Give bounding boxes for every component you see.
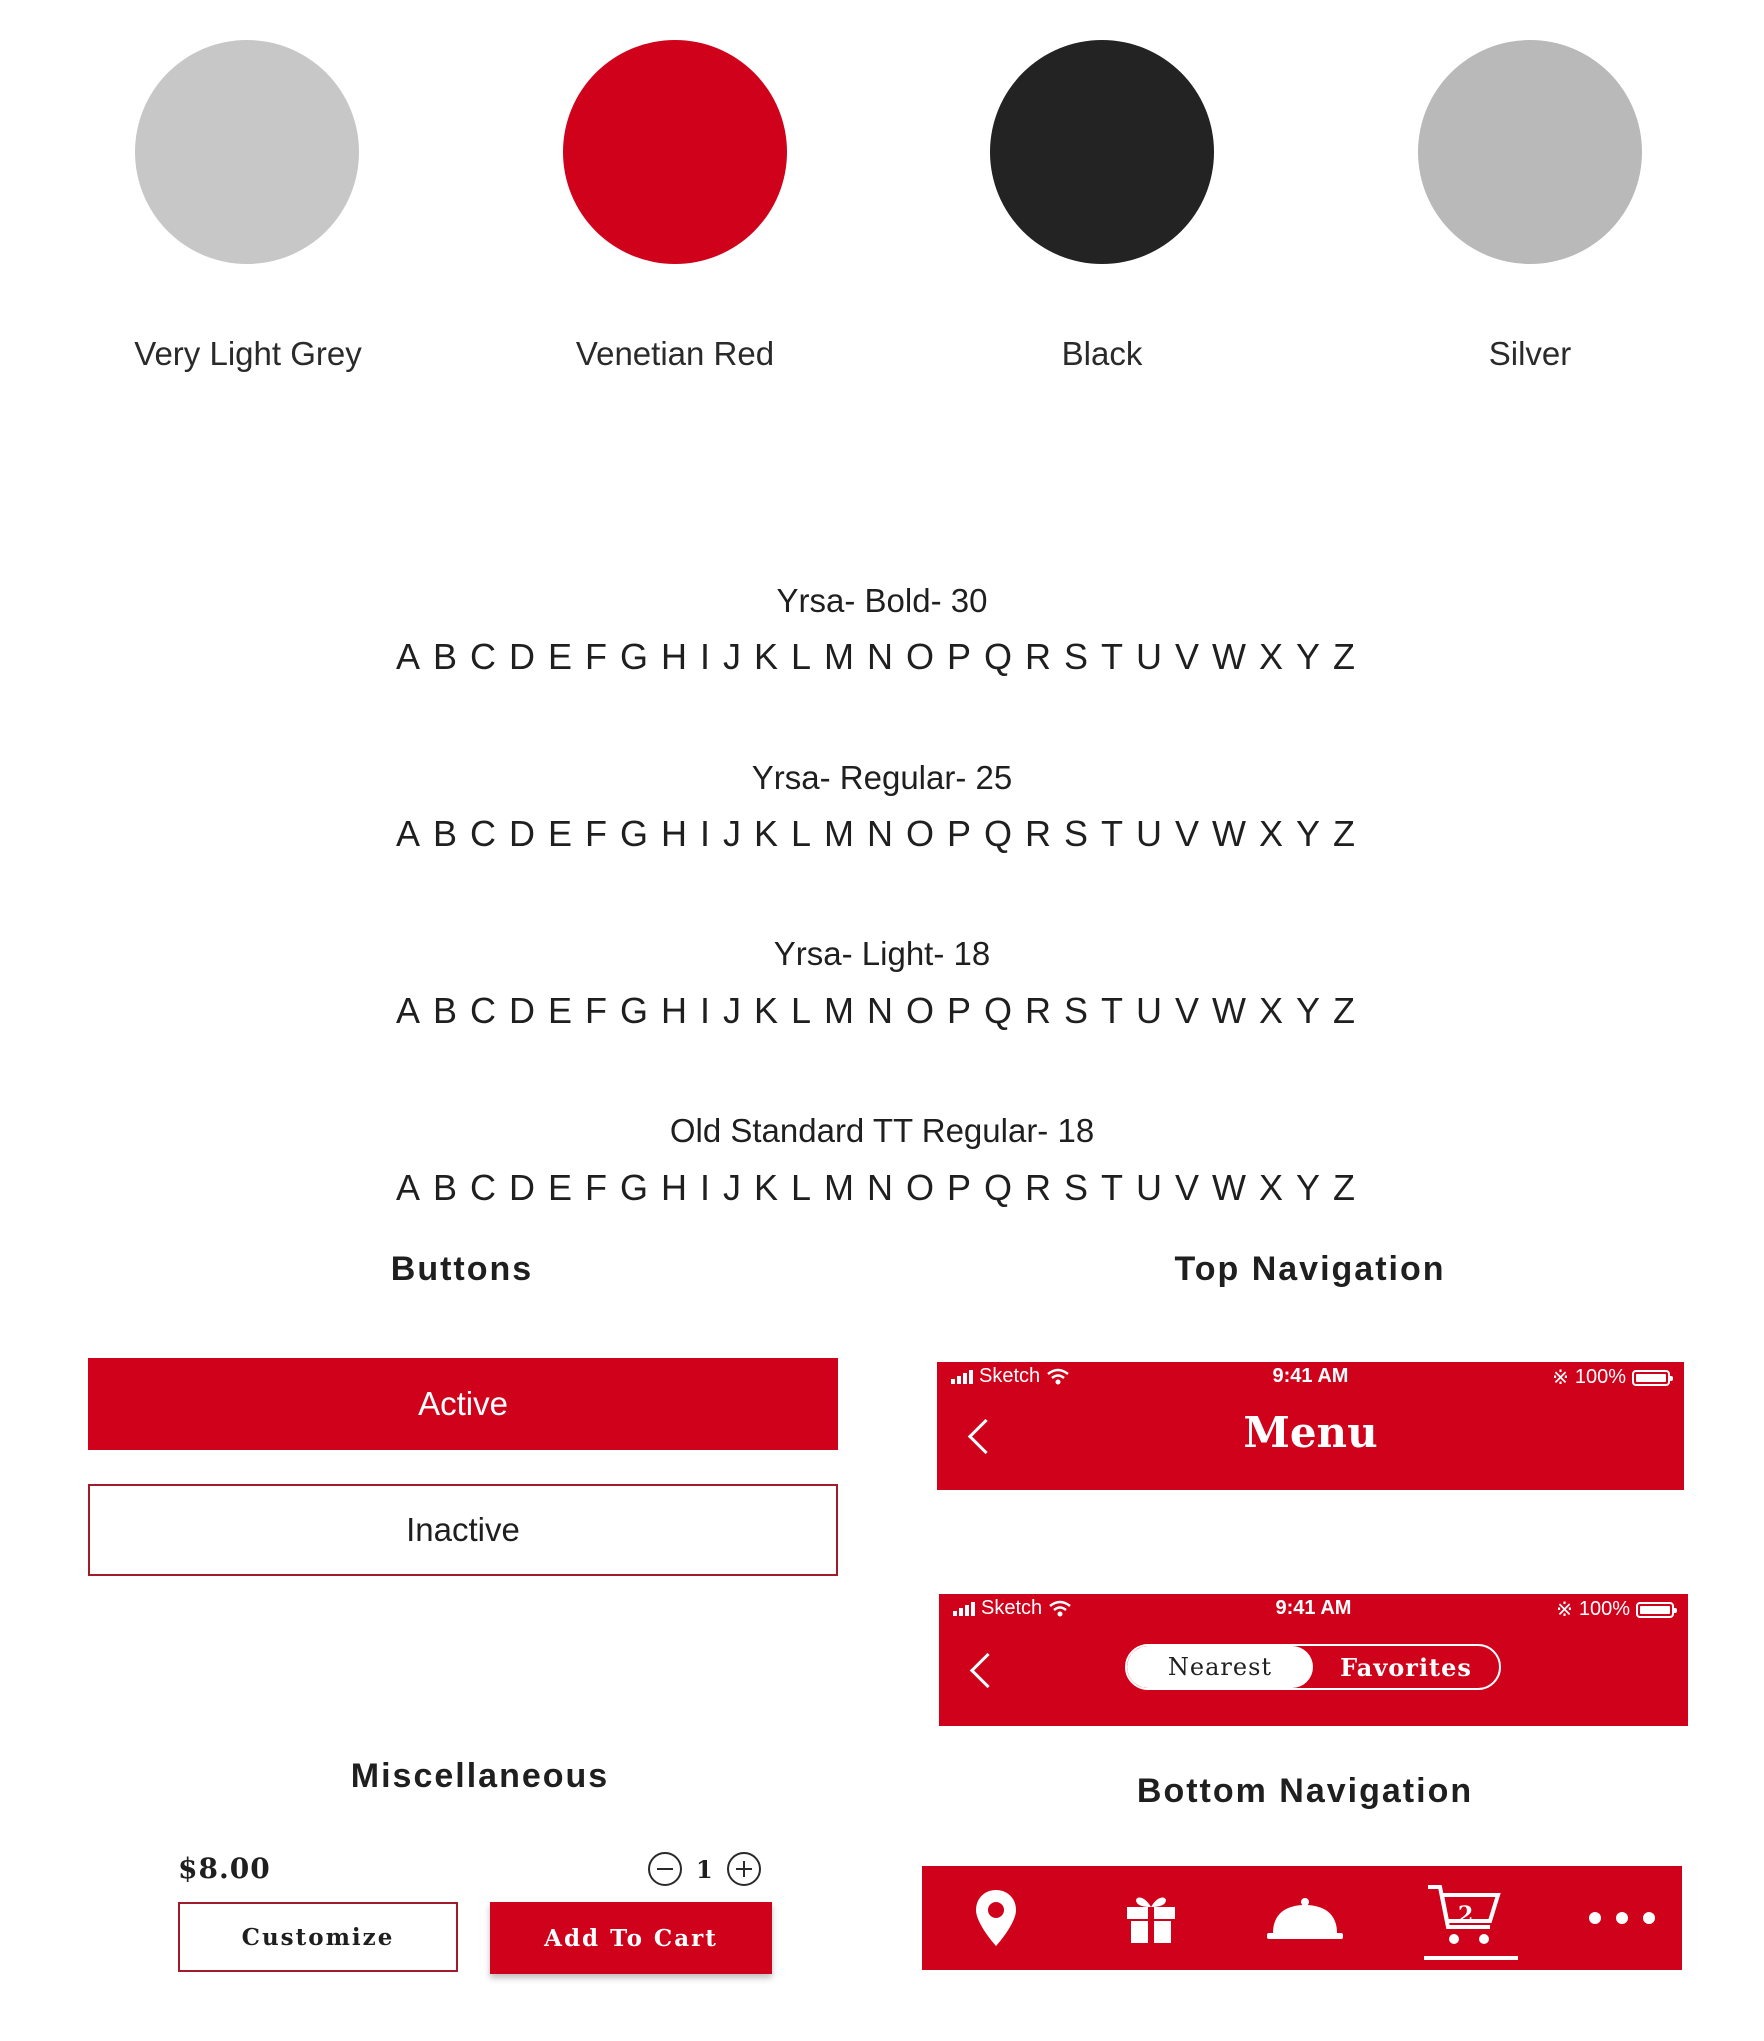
segment-favorites[interactable]: Favorites	[1340, 1652, 1472, 1682]
swatch-silver	[1418, 40, 1642, 264]
cart-count-badge: 2	[1458, 1902, 1474, 1928]
alphabet-sample: ABCDEFGHIJKLMNOPQRSTUVWXYZ	[395, 813, 1369, 854]
status-bar	[939, 1594, 1688, 1628]
swatch-black	[990, 40, 1214, 264]
cloche-icon[interactable]	[1245, 1866, 1365, 1970]
battery-icon	[1632, 1370, 1670, 1386]
bluetooth-icon: ※	[1552, 1367, 1569, 1389]
swatch-label-very-light-grey: Very Light Grey	[134, 335, 362, 372]
carrier-name: Sketch	[981, 1597, 1043, 1619]
top-nav-menu	[937, 1362, 1684, 1490]
customize-button[interactable]: Customize	[178, 1902, 458, 1972]
status-time: 9:41 AM	[1275, 1597, 1352, 1619]
active-indicator	[1424, 1956, 1518, 1960]
font-name-yrsa-light: Yrsa- Light- 18	[773, 935, 991, 972]
back-chevron-icon[interactable]	[970, 1653, 1005, 1688]
battery-icon	[1636, 1602, 1674, 1618]
alphabet-sample: ABCDEFGHIJKLMNOPQRSTUVWXYZ	[395, 636, 1369, 677]
swatch-label-black: Black	[1061, 335, 1143, 372]
minus-icon[interactable]	[648, 1852, 682, 1886]
font-name-yrsa-bold: Yrsa- Bold- 30	[776, 582, 988, 619]
carrier-name: Sketch	[979, 1365, 1041, 1387]
section-title-buttons: Buttons	[390, 1250, 534, 1288]
add-to-cart-button[interactable]: Add To Cart	[490, 1902, 772, 1974]
status-time: 9:41 AM	[1272, 1365, 1349, 1387]
section-title-bottom-navigation: Bottom Navigation	[1136, 1772, 1474, 1810]
battery-percent: 100%	[1578, 1598, 1630, 1620]
cart-icon[interactable]	[1406, 1866, 1526, 1970]
plus-icon[interactable]	[727, 1852, 761, 1886]
active-button[interactable]: Active	[88, 1358, 838, 1450]
quantity-stepper	[648, 1852, 761, 1886]
font-name-yrsa-regular: Yrsa- Regular- 25	[751, 759, 1013, 796]
quantity-value: 1	[696, 1854, 713, 1884]
alphabet-sample: ABCDEFGHIJKLMNOPQRSTUVWXYZ	[395, 1167, 1369, 1208]
bluetooth-icon: ※	[1556, 1599, 1573, 1621]
status-bar	[937, 1362, 1684, 1396]
section-title-miscellaneous: Miscellaneous	[350, 1757, 610, 1795]
segment-nearest[interactable]: Nearest	[1127, 1646, 1313, 1688]
gift-icon[interactable]	[1091, 1866, 1211, 1970]
battery-percent: 100%	[1574, 1366, 1626, 1388]
location-icon[interactable]	[936, 1866, 1056, 1970]
swatch-very-light-grey	[135, 40, 359, 264]
swatch-label-venetian-red: Venetian Red	[575, 335, 775, 372]
price: $8.00	[178, 1852, 271, 1885]
section-title-top-navigation: Top Navigation	[1174, 1250, 1446, 1288]
swatch-venetian-red	[563, 40, 787, 264]
font-name-old-standard: Old Standard TT Regular- 18	[669, 1112, 1095, 1149]
battery-status	[1556, 1597, 1674, 1622]
more-icon[interactable]	[1562, 1866, 1682, 1970]
inactive-button[interactable]: Inactive	[88, 1484, 838, 1576]
nav-title: Menu	[1243, 1408, 1378, 1457]
battery-status	[1552, 1365, 1670, 1390]
top-nav-segmented	[939, 1594, 1688, 1726]
bottom-navigation	[922, 1866, 1682, 1970]
alphabet-sample: ABCDEFGHIJKLMNOPQRSTUVWXYZ	[395, 990, 1369, 1031]
swatch-label-silver: Silver	[1488, 335, 1572, 372]
segmented-control	[1125, 1644, 1501, 1690]
